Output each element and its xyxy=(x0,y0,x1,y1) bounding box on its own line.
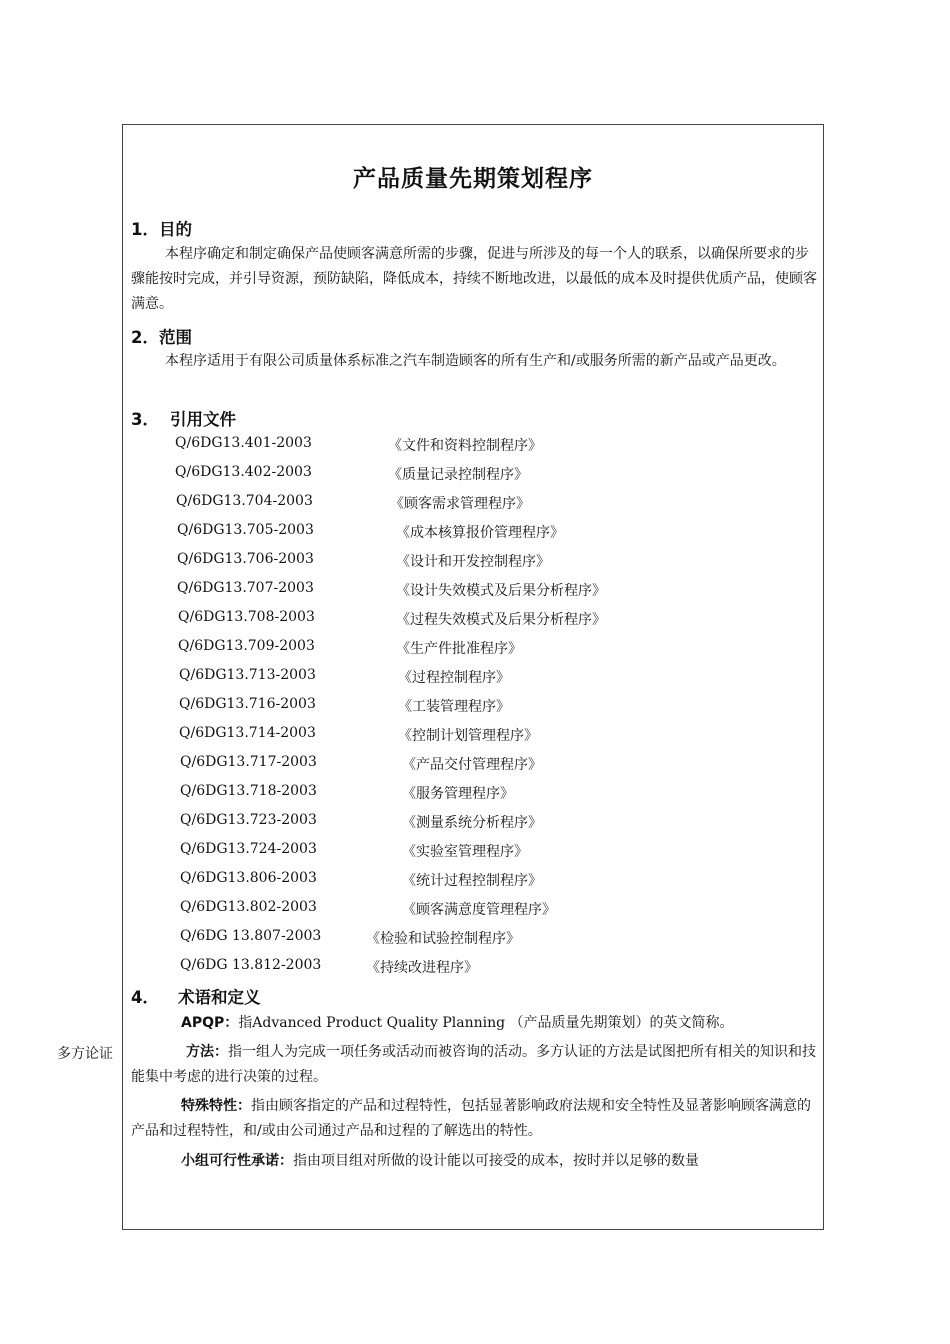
term-apqp xyxy=(131,1011,817,1036)
reference-code: Q/6DG13.716-2003 xyxy=(179,696,316,712)
reference-code: Q/6DG13.802-2003 xyxy=(180,899,317,915)
reference-title: 《成本核算报价管理程序》 xyxy=(396,525,564,541)
term-method-label: 方法： xyxy=(186,1044,228,1060)
reference-title: 《控制计划管理程序》 xyxy=(398,728,538,744)
section-2-text: 本程序适用于有限公司质量体系标准之汽车制造顾客的所有生产和/或服务所需的新产品或产品更改。 xyxy=(165,353,786,369)
reference-code: Q/6DG13.705-2003 xyxy=(177,522,314,538)
reference-code: Q/6DG13.723-2003 xyxy=(180,812,317,828)
term-method xyxy=(131,1040,817,1090)
margin-note: 多方论证 xyxy=(57,1046,113,1062)
reference-code: Q/6DG13.708-2003 xyxy=(178,609,315,625)
reference-title: 《过程控制程序》 xyxy=(398,670,510,686)
reference-title: 《顾客需求管理程序》 xyxy=(390,496,530,512)
reference-title: 《测量系统分析程序》 xyxy=(402,815,542,831)
section-3-heading: 引用文件 xyxy=(170,410,236,429)
reference-code: Q/6DG13.718-2003 xyxy=(180,783,317,799)
reference-code: Q/6DG13.709-2003 xyxy=(178,638,315,654)
section-1-heading: 1．目的 xyxy=(131,220,192,239)
section-2-heading: 2．范围 xyxy=(131,328,192,347)
reference-title: 《实验室管理程序》 xyxy=(402,844,528,860)
reference-title: 《检验和试验控制程序》 xyxy=(366,931,520,947)
reference-code: Q/6DG13.717-2003 xyxy=(180,754,317,770)
reference-title: 《过程失效模式及后果分析程序》 xyxy=(396,612,606,628)
reference-title: 《设计失效模式及后果分析程序》 xyxy=(396,583,606,599)
term-feasibility-commitment xyxy=(131,1149,817,1174)
reference-code: Q/6DG13.713-2003 xyxy=(179,667,316,683)
section-1-text: 本程序确定和制定确保产品使顾客满意所需的步骤，促进与所涉及的每一个人的联系，以确保所要求的步骤能按时完成，并引导资源，预防缺陷，降低成本，持续不断地改进，以最低的成本及时提供优质产品，使顾客满意。 xyxy=(131,246,817,312)
reference-title: 《产品交付管理程序》 xyxy=(402,757,542,773)
reference-code: Q/6DG13.707-2003 xyxy=(177,580,314,596)
reference-code: Q/6DG 13.807-2003 xyxy=(180,928,322,944)
reference-title: 《文件和资料控制程序》 xyxy=(388,438,542,454)
reference-code: Q/6DG13.706-2003 xyxy=(177,551,314,567)
section-4-heading: 术语和定义 xyxy=(178,988,261,1007)
reference-title: 《质量记录控制程序》 xyxy=(388,467,528,483)
reference-code: Q/6DG13.704-2003 xyxy=(176,493,313,509)
term-special-characteristic-text: 指由顾客指定的产品和过程特性，包括显著影响政府法规和安全特性及显著影响顾客满意的产品和过程特性，和/或由公司通过产品和过程的了解选出的特性。 xyxy=(131,1098,811,1139)
reference-code: Q/6DG 13.812-2003 xyxy=(180,957,322,973)
term-apqp-text: 指Advanced Product Quality Planning （产品质量先期策划）的英文简称。 xyxy=(238,1015,734,1031)
reference-code: Q/6DG13.402-2003 xyxy=(175,464,312,480)
document-title: 产品质量先期策划程序 xyxy=(353,166,593,192)
section-3-number: 3． xyxy=(131,410,159,429)
reference-title: 《生产件批准程序》 xyxy=(396,641,522,657)
term-apqp-label: APQP： xyxy=(181,1015,239,1031)
reference-code: Q/6DG13.401-2003 xyxy=(175,435,312,451)
term-special-characteristic xyxy=(131,1094,817,1144)
reference-title: 《服务管理程序》 xyxy=(402,786,514,802)
reference-code: Q/6DG13.714-2003 xyxy=(179,725,316,741)
reference-code: Q/6DG13.724-2003 xyxy=(180,841,317,857)
term-feasibility-commitment-label: 小组可行性承诺： xyxy=(181,1153,293,1169)
reference-title: 《持续改进程序》 xyxy=(366,960,478,976)
reference-title: 《工装管理程序》 xyxy=(398,699,510,715)
reference-code: Q/6DG13.806-2003 xyxy=(180,870,317,886)
term-method-text: 指一组人为完成一项任务或活动而被咨询的活动。多方认证的方法是试图把所有相关的知识和技能集中考虑的进行决策的过程。 xyxy=(131,1044,816,1085)
reference-title: 《设计和开发控制程序》 xyxy=(396,554,550,570)
reference-title: 《统计过程控制程序》 xyxy=(402,873,542,889)
term-feasibility-commitment-text: 指由项目组对所做的设计能以可接受的成本，按时并以足够的数量 xyxy=(293,1153,699,1169)
section-4-number: 4． xyxy=(131,988,159,1007)
reference-title: 《顾客满意度管理程序》 xyxy=(402,902,556,918)
term-special-characteristic-label: 特殊特性： xyxy=(181,1098,251,1114)
